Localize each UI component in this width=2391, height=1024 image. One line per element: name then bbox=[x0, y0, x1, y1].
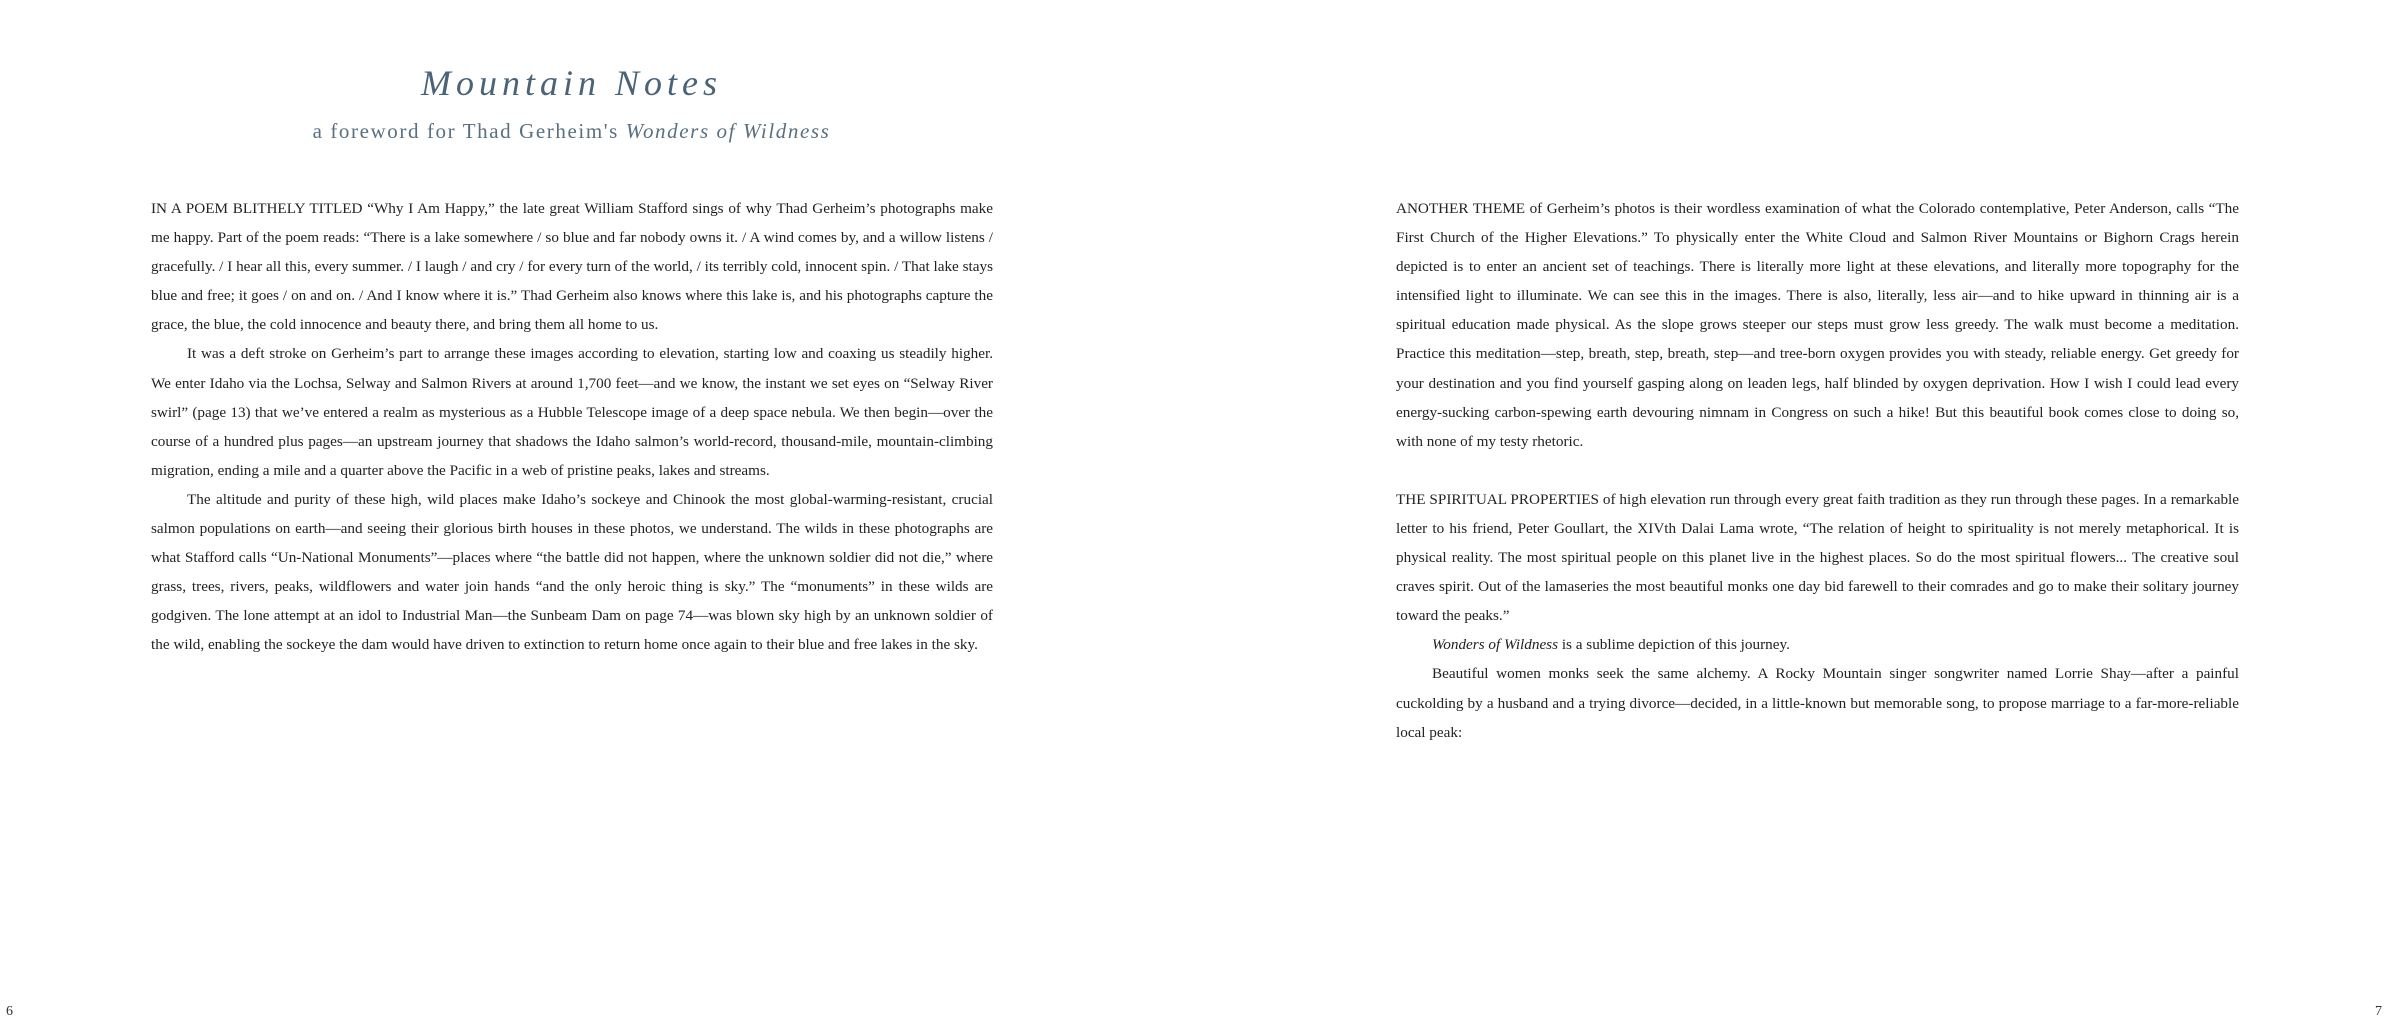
paragraph-book-depiction bbox=[1396, 630, 2239, 659]
page-number-right: 7 bbox=[2375, 1004, 2382, 1019]
subtitle-prefix: a foreword for Thad Gerheim's bbox=[312, 119, 626, 143]
left-page-text bbox=[151, 194, 993, 660]
right-page-text bbox=[1396, 194, 2239, 747]
book-title-emphasis: Wonders of Wildness bbox=[1432, 636, 1559, 654]
book-depiction-text: is a sublime depiction of this journey. bbox=[1558, 636, 1790, 654]
paragraph-salmon: The altitude and purity of these high, wild places make Idaho’s sockeye and Chinook the most global-warming-resistant, crucial salmon populations on earth—and seeing their glorious birth houses in these photos, we understand. The wilds in these photographs are what Stafford calls “Un-National Monuments”—places where “the battle did not happen, where the unknown soldier did not die,” where grass, trees, rivers, peaks, wildflowers and water join hands “and the only heroic thing is sky.” The “monuments” in these wilds are godgiven. The lone attempt at an idol to Industrial Man—the Sunbeam Dam on page 74—was blown sky high by an unknown soldier of the wild, enabling the sockeye the dam would have driven to extinction to return home once again to their blue and free lakes in the sky. bbox=[151, 490, 993, 654]
paragraph-elevation: It was a deft stroke on Gerheim’s part to arrange these images according to elevation, starting low and coaxing us steadily higher. We enter Idaho via the Lochsa, Selway and Salmon Rivers at around 1,700 feet—and we know, the instant we set eyes on “Selway River swirl” (page 13) that we’ve entered a realm as mysterious as a Hubble Telescope image of a deep space nebula. We then begin—over the course of a hundred plus pages—an upstream journey that shadows the Idaho salmon’s world-record, thousand-mile, mountain-climbing migration, ending a mile and a quarter above the Pacific in a web of pristine peaks, lakes and streams. bbox=[151, 345, 993, 479]
paragraph-another-theme: ANOTHER THEME of Gerheim’s photos is their wordless examination of what the Colorado contemplative, Peter Anderson, calls “The First Church of the Higher Elevations.” To physically enter the White Cloud and Salmon River Mountains or Bighorn Crags herein depicted is to enter an ancient set of teachings. There is literally more light at these elevations, and literally more topography for the intensified light to illuminate. We can see this in the images. There is also, literally, less air—and to hike upward in thinning air is a spiritual education made physical. As the slope grows steeper our steps must grow less greedy. The walk must become a meditation. Practice this meditation—step, breath, step, breath, step—and tree-born oxygen provides you with steady, reliable energy. Get greedy for your destination and you find yourself gasping along on leaden legs, half blinded by oxygen deprivation. How I wish I could lead every energy-sucking carbon-spewing earth devouring nimnam in Congress on such a hike! But this beautiful book comes close to doing so, with none of my testy rhetoric. bbox=[1396, 200, 2239, 450]
chapter-title: Mountain Notes bbox=[421, 63, 722, 103]
chapter-subtitle bbox=[150, 119, 993, 144]
paragraph-stafford-poem: IN A POEM BLITHELY TITLED “Why I Am Happy,” the late great William Stafford sings of why Thad Gerheim’s photographs make me happy. Part of the poem reads: “There is a lake somewhere / so blue and far nobody owns it. / A wind comes by, and a willow listens / gracefully. / I hear all this, every summer. / I laugh / and cry / for every turn of the world, / its terribly cold, innocent spin. / That lake stays blue and free; it goes / on and on. / And I know where it is.” Thad Gerheim also knows where this lake is, and his photographs capture the grace, the blue, the cold innocence and beauty there, and bring them all home to us. bbox=[151, 200, 993, 334]
paragraph-spiritual-properties: THE SPIRITUAL PROPERTIES of high elevation run through every great faith tradition as they run through these pages. In a remarkable letter to his friend, Peter Goullart, the XIVth Dalai Lama wrote, “The relation of height to spirituality is not merely metaphorical. It is physical reality. The most spiritual people on this planet live in the highest places. So do the most spiritual flowers... The creative soul craves spirit. Out of the lamaseries the most beautiful monks one day bid farewell to their comrades and go to make their solitary journey toward the peaks.” bbox=[1396, 490, 2239, 625]
paragraph-women-monks: Beautiful women monks seek the same alchemy. A Rocky Mountain singer songwriter named Lorrie Shay—after a painful cuckolding by a husband and a trying divorce—decided, in a little-known but memorable song, to propose marriage to a far-more-reliable local peak: bbox=[1396, 665, 2239, 741]
page-number-left: 6 bbox=[6, 1004, 13, 1019]
subtitle-book-title: Wonders of Wildness bbox=[625, 119, 831, 143]
